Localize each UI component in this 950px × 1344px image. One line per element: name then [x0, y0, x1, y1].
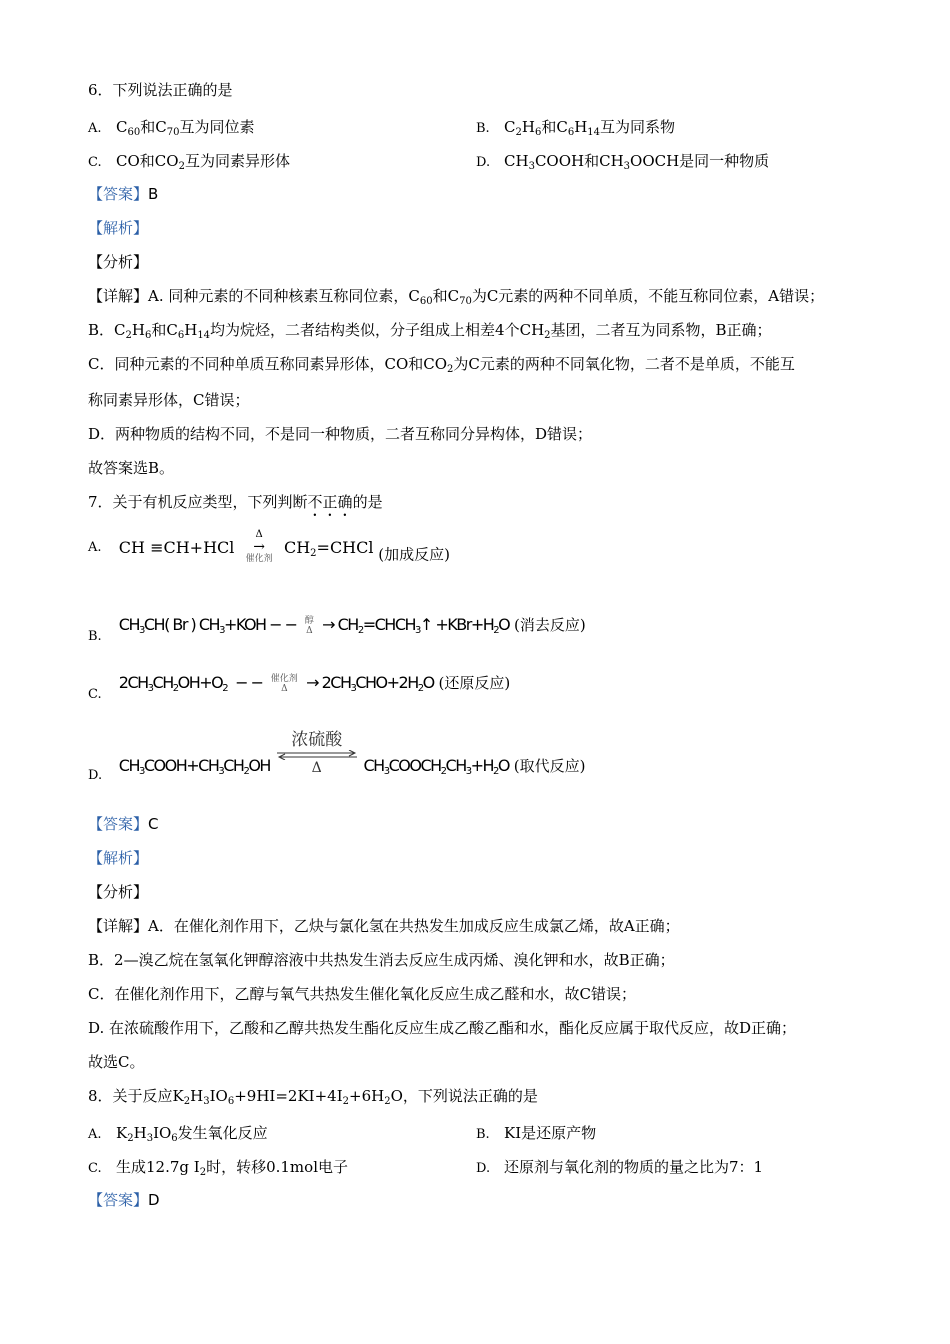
q6-option-a: A. $C_{60}$和$C_{70}$互为同位素	[88, 118, 255, 138]
q6-stem: 6．下列说法正确的是	[88, 81, 233, 99]
q7-detail-5: 故选C。	[88, 1053, 145, 1071]
q7-option-c: C. $2CH_3CH_2OH+O_2$ − − 催化剂 Δ → $2CH_3CHO+2H_2O$ (还原反应)	[88, 673, 511, 702]
reversible-arrow-icon	[275, 750, 359, 760]
q6-detail-4: 称同素异形体，C错误；	[88, 391, 250, 409]
q6-analysis-label: 【解析】	[88, 219, 149, 237]
q7-option-d: D. $CH_3COOH+CH_3CH_2OH$ 浓硫酸 Δ $CH_3COOCH_2CH_3+H_2O$ (取代反应)	[88, 730, 586, 783]
q7-detail-4: D. 在浓硫酸作用下，乙酸和乙醇共热发生酯化反应生成乙酸乙酯和水，酯化反应属于取代反应，故D正确；	[88, 1019, 797, 1037]
q6-option-b: B. $C_2H_6$和$C_6H_{14}$互为同系物	[476, 118, 676, 138]
q7-analysis-label: 【解析】	[88, 849, 149, 867]
q6-detail-5: D．两种物质的结构不同，不是同一种物质，二者互称同分异构体，D错误；	[88, 425, 593, 443]
q7-detail-3: C．在催化剂作用下，乙醇与氧气共热发生催化氧化反应生成乙醛和水，故C错误；	[88, 985, 636, 1003]
q7-detail-1: 【详解】A．在催化剂作用下，乙炔与氯化氢在共热发生加成反应生成氯乙烯，故A正确；	[88, 917, 680, 935]
q8-stem: 8．关于反应$K_2H_3IO_6+9HI=2KI+4I_2+6H_2O$，下列说法正确的是	[88, 1087, 538, 1107]
q8-answer: 【答案】D	[88, 1191, 160, 1209]
q7-answer: 【答案】C	[88, 815, 159, 833]
q7-option-a: A. CH ≡CH+HCl Δ → 催化剂 $CH_2=CHCl$ (加成反应)	[88, 529, 450, 564]
q6-option-d: D. $CH_3COOH$和$CH_3OOCH$是同一种物质	[476, 152, 770, 172]
q8-option-d: D. 还原剂与氧化剂的物质的量之比为7：1	[476, 1158, 764, 1176]
q6-fenxi-label: 【分析】	[88, 253, 149, 271]
q8-option-a: A. $K_2H_3IO_6$发生氧化反应	[88, 1124, 268, 1144]
q6-answer: 【答案】B	[88, 185, 159, 203]
q6-detail-1: 【详解】A. 同种元素的不同种核素互称同位素，$C_{60}$和$C_{70}$为C元素的两种不同单质，不能互称同位素，A错误；	[88, 287, 825, 307]
q8-option-c: C. 生成12.7g $I_2$时，转移0.1mol电子	[88, 1158, 348, 1178]
q7-fenxi-label: 【分析】	[88, 883, 149, 901]
q6-detail-3: C．同种元素的不同种单质互称同素异形体，CO和$CO_2$为C元素的两种不同氧化物，二者不是单质，不能互	[88, 355, 795, 375]
q7-option-b: B. $CH_3CH$( Br ) $CH_3+KOH$ − − 醇 Δ → $CH_2=CHCH_3↑ +KBr+H_2O$ (消去反应)	[88, 615, 586, 644]
q7-stem: 7．关于有机反应类型，下列判断不正确的是	[88, 493, 383, 511]
q6-detail-6: 故答案选B。	[88, 459, 175, 477]
q6-option-c: C. CO和$CO_2$互为同素异形体	[88, 152, 290, 172]
q8-option-b: B. KI是还原产物	[476, 1124, 597, 1142]
q6-detail-2: B．$C_2H_6$和$C_6H_{14}$均为烷烃，二者结构类似，分子组成上相差4个$CH_2$基团，二者互为同系物，B正确；	[88, 321, 772, 341]
q7-detail-2: B．2—溴乙烷在氢氧化钾醇溶液中共热发生消去反应生成丙烯、溴化钾和水，故B正确；	[88, 951, 675, 969]
